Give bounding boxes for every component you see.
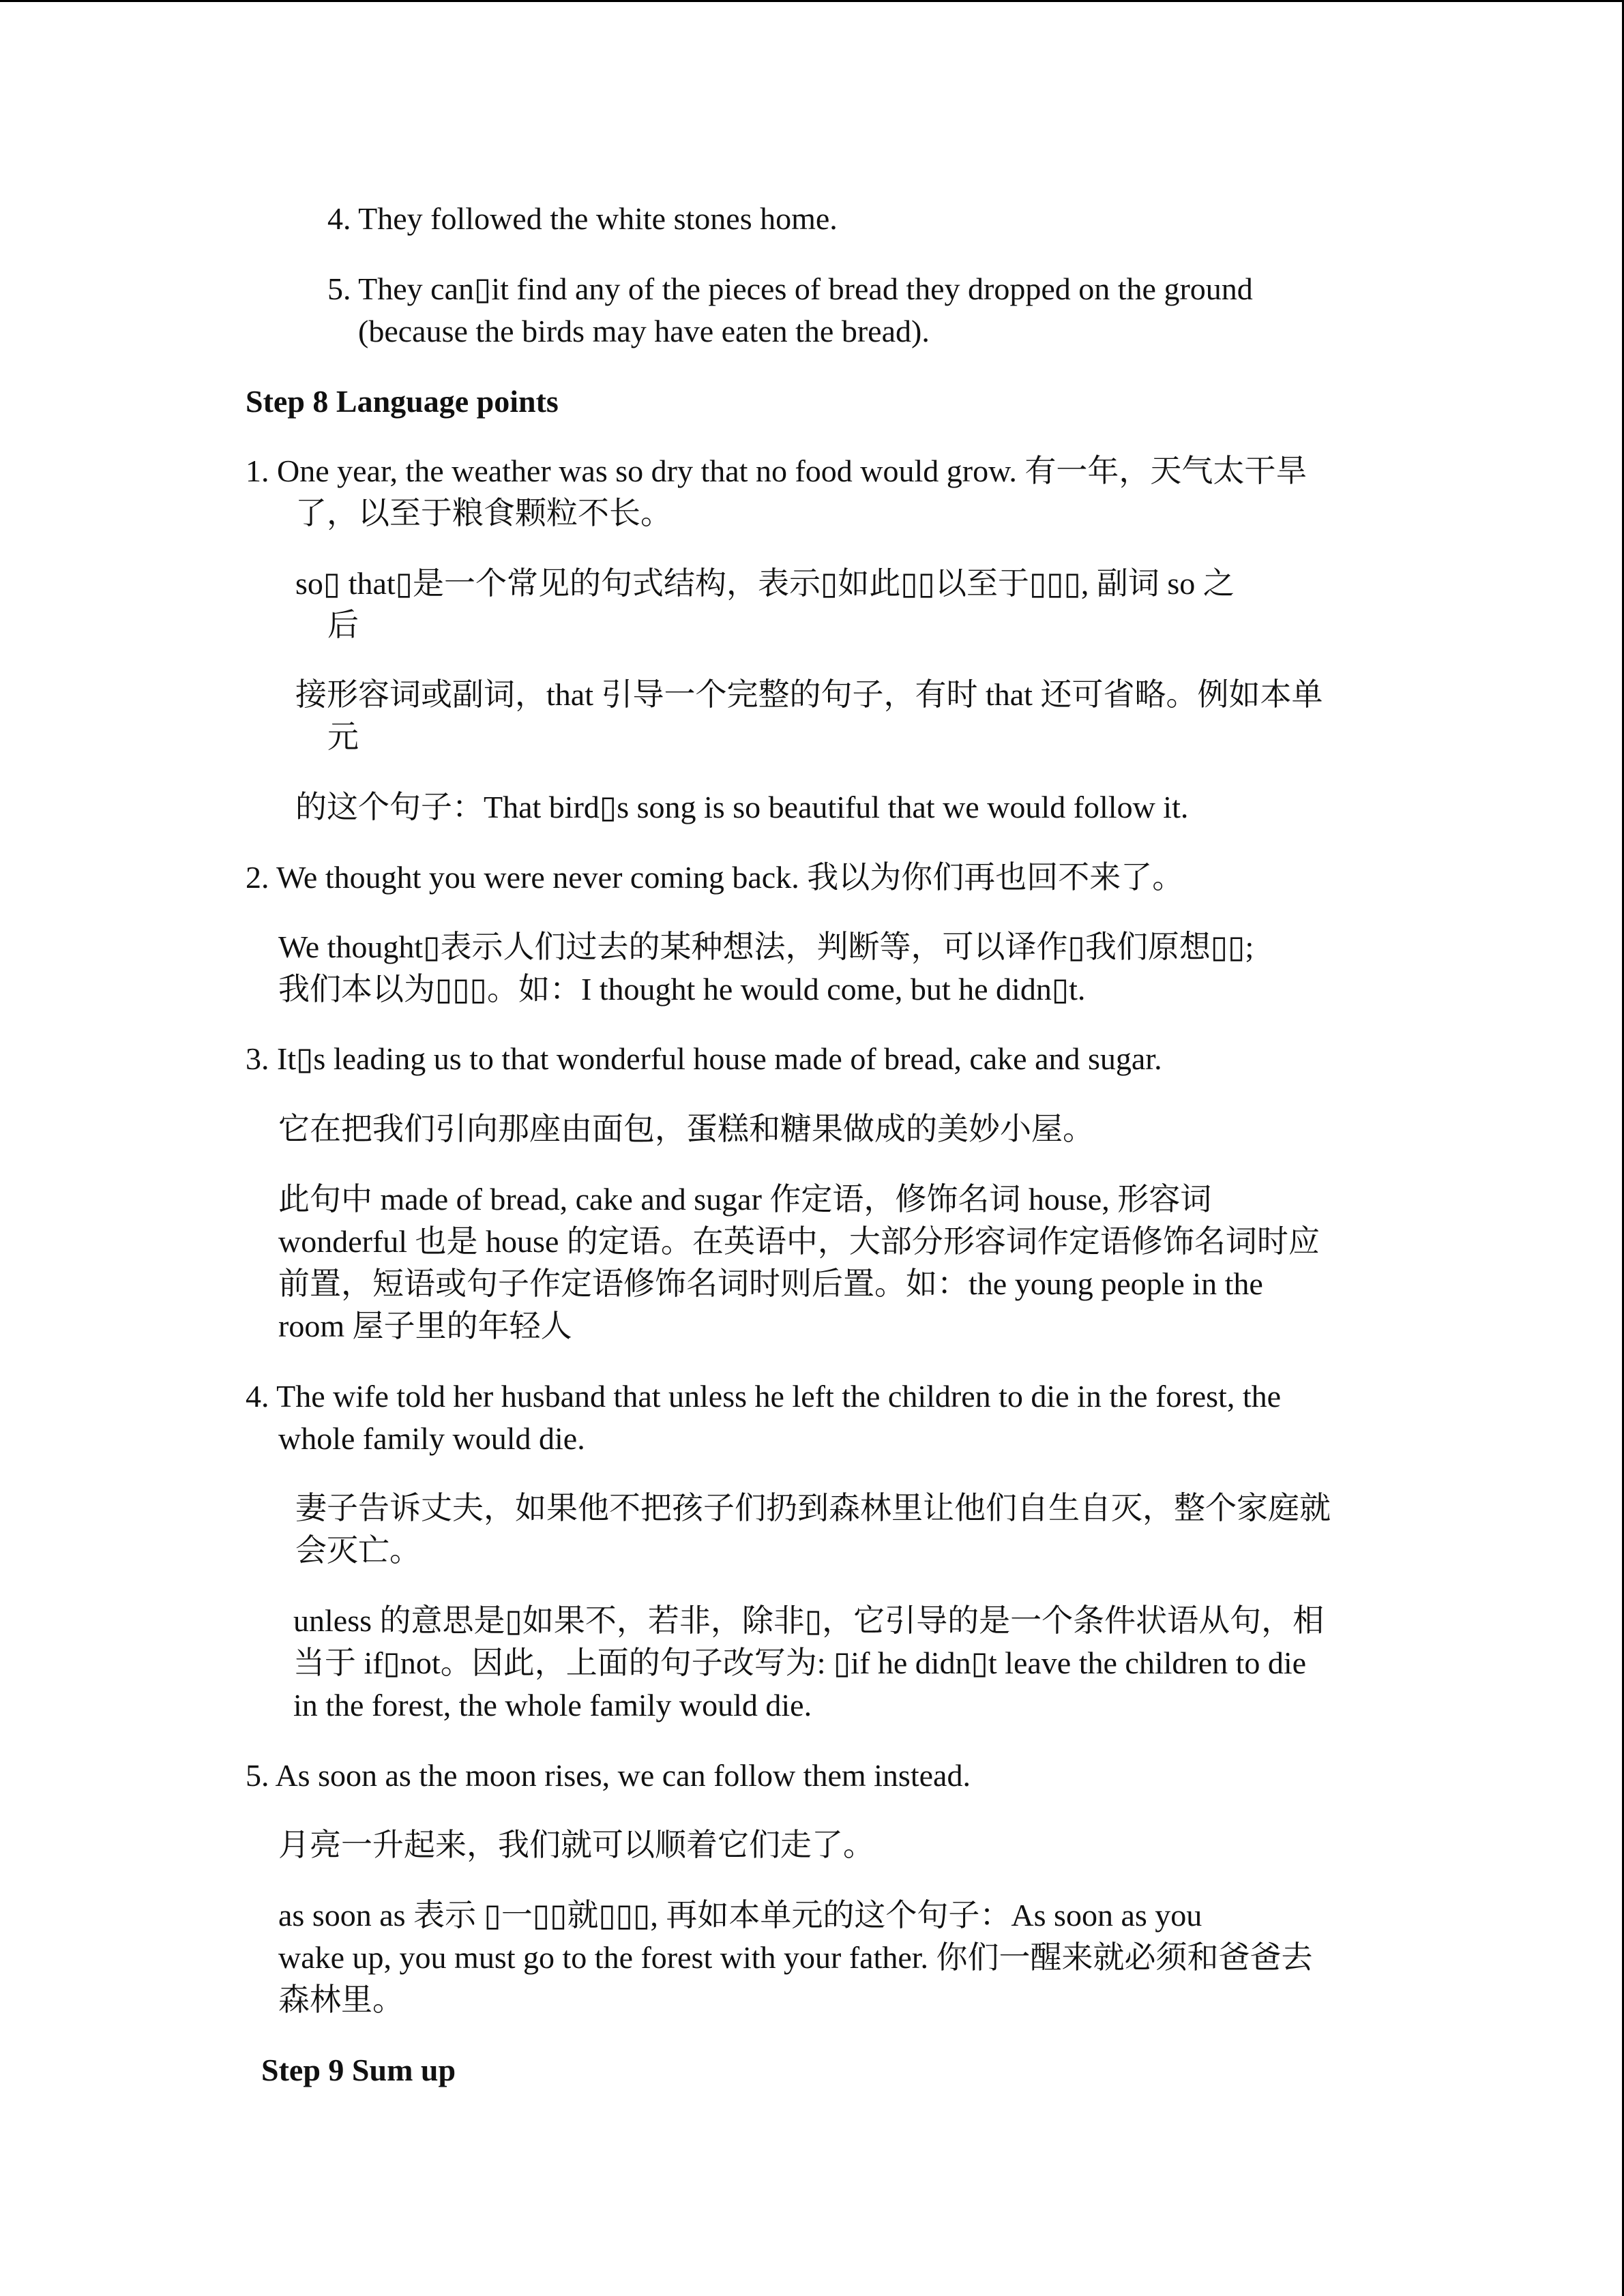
step8-heading: Step 8 Language points [246,384,559,419]
point-2-note: We thought▯表示人们过去的某种想法，判断等，可以译作▯我们原想▯▯; [278,929,1254,964]
point-4-note: in the forest, the whole family would die. [293,1688,812,1723]
point-5-note: wake up, you must go to the forest with your father. 你们一醒来就必须和爸爸去 [278,1940,1313,1975]
point-1-sentence: 1. One year, the weather was so dry that no food would grow. 有一年，天气太干旱 [246,453,1308,488]
point-3-note: wonderful 也是 house 的定语。在英语中，大部分形容词作定语修饰名词时应 [278,1224,1320,1259]
answer-5: 5. They can▯it find any of the pieces of bread they dropped on the ground [327,271,1253,306]
point-3-sentence: 3. It▯s leading us to that wonderful house made of bread, cake and sugar. [246,1041,1162,1076]
point-4-note: 当于 if▯not。因此，上面的句子改写为: ▯if he didn▯t leave the children to die [293,1645,1307,1680]
point-4-note: 会灭亡。 [295,1533,421,1568]
point-1-note: so▯ that▯是一个常见的句式结构，表示▯如此▯▯以至于▯▯▯, 副词 so 之 [295,566,1235,601]
page-top-border [0,0,1624,2]
point-1-note: 的这个句子：That bird▯s song is so beautiful that we would follow it. [295,790,1189,824]
point-3-note: 此句中 made of bread, cake and sugar 作定语，修饰名词 house, 形容词 [278,1182,1212,1217]
point-1-sentence-cont: 了，以至于粮食颗粒不长。 [295,496,672,531]
point-2-sentence: 2. We thought you were never coming back. 我以为你们再也回不来了。 [246,860,1184,895]
point-1-note: 接形容词或副词，that 引导一个完整的句子，有时 that 还可省略。例如本单 [295,677,1323,712]
point-3-note: 前置，短语或句子作定语修饰名词时则后置。如：the young people in the [278,1266,1263,1301]
point-4-note: 妻子告诉丈夫，如果他不把孩子们扔到森林里让他们自生自灭，整个家庭就 [295,1491,1331,1525]
step9-heading: Step 9 Sum up [261,2053,456,2087]
point-5-note: 月亮一升起来，我们就可以顺着它们走了。 [278,1828,874,1862]
point-5-note: as soon as 表示 ▯一▯▯就▯▯▯, 再如本单元的这个句子：As soon as you [278,1898,1202,1933]
point-4-sentence-cont: whole family would die. [278,1421,585,1456]
point-2-note: 我们本以为▯▯▯。如：I thought he would come, but he didn▯t. [278,972,1086,1007]
point-5-note: 森林里。 [278,1982,404,2017]
point-1-note: 元 [327,719,359,754]
answer-5-cont: (because the birds may have eaten the bread). [358,314,930,348]
point-4-sentence: 4. The wife told her husband that unless he left the children to die in the forest, the [246,1379,1282,1414]
point-1-note: 后 [327,608,359,642]
point-5-sentence: 5. As soon as the moon rises, we can follow them instead. [246,1758,971,1793]
point-3-note: 它在把我们引向那座由面包，蛋糕和糖果做成的美妙小屋。 [278,1112,1094,1146]
point-4-note: unless 的意思是▯如果不，若非，除非▯，它引导的是一个条件状语从句，相 [293,1603,1325,1638]
point-3-note: room 屋子里的年轻人 [278,1309,572,1343]
answer-4: 4. They followed the white stones home. [327,201,838,236]
